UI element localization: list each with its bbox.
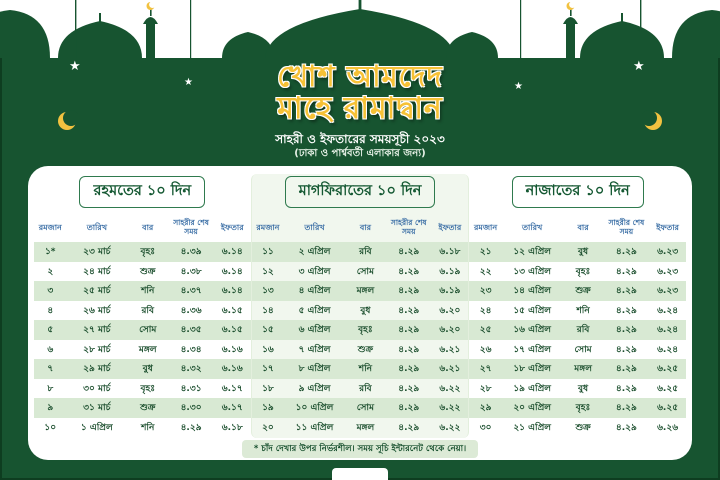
table-cell: ৪.৩৫: [180, 325, 202, 336]
footnote-row: [28, 438, 692, 460]
table-cell: ১১ এপ্রিল: [295, 422, 334, 433]
table-row: [469, 242, 686, 262]
table-cell: রবি: [359, 383, 372, 394]
table-cell: ৬.১৪: [221, 286, 243, 297]
table-cell: বৃহঃ: [140, 383, 155, 394]
table-cell: শনি: [576, 305, 590, 316]
table-body: [34, 242, 251, 437]
table-cell: মঙ্গল: [574, 364, 592, 375]
table-cell: মঙ্গল: [356, 286, 375, 297]
table-cell: ৩০: [479, 422, 492, 433]
table-cell: ১১: [262, 247, 274, 258]
table-cell: ৪.৩৬: [180, 305, 202, 316]
col-header-date: তারিখ: [304, 222, 325, 232]
table-cell: ৪.২৯: [615, 286, 637, 297]
table-cell: ৯: [47, 403, 54, 414]
table-cell: ৬.২৫: [657, 403, 679, 414]
table-cell: ৪.৩১: [180, 383, 202, 394]
table-cell: ১৮: [262, 383, 274, 394]
table-cell: ৬.১৬: [221, 364, 243, 375]
table-row: [252, 242, 469, 262]
schedule-card: [28, 166, 692, 460]
table-row: [469, 301, 686, 321]
poster-subtitle: সাহরী ও ইফতারের সময়সূচী ২০২৩: [275, 132, 445, 146]
table-cell: ৬ এপ্রিল: [298, 325, 331, 336]
table-cell: ৬.১৭: [221, 403, 243, 414]
table-cell: বৃহঃ: [575, 403, 591, 414]
table-row: [34, 398, 251, 418]
table-row: [252, 379, 469, 399]
table-cell: ১২ এপ্রিল: [513, 247, 551, 258]
table-cell: ১৬ এপ্রিল: [513, 325, 551, 336]
table-cell: ৬.১৯: [439, 286, 461, 297]
table-header-row: [469, 212, 686, 242]
table-row: [252, 340, 469, 360]
table-title: রহমতের ১০ দিন: [79, 176, 205, 208]
table-cell: শনি: [141, 286, 155, 297]
table-cell: ৬.২০: [439, 305, 461, 316]
table-cell: ৪: [47, 305, 54, 316]
table-cell: ৪.২৯: [398, 344, 420, 355]
table-cell: ৪.২৯: [615, 325, 637, 336]
table-cell: ৬.২৫: [657, 364, 679, 375]
table-cell: ২৯: [479, 403, 492, 414]
table-cell: ১৪ এপ্রিল: [513, 286, 551, 297]
table-row: [34, 281, 251, 301]
col-header-day: বার: [359, 222, 371, 232]
table-cell: ৬.২৬: [657, 422, 679, 433]
table-cell: শুক্র: [140, 403, 156, 414]
table-cell: ১২: [262, 266, 274, 277]
table-cell: শনি: [358, 364, 373, 375]
table-cell: বৃহঃ: [575, 266, 591, 277]
table-row: [34, 379, 251, 399]
table-cell: ২৬ মার্চ: [83, 305, 111, 316]
table-cell: ৬.২০: [439, 325, 461, 336]
table-row: [252, 281, 469, 301]
col-header-sahri-end: সাহরীর শেষ সময়: [390, 218, 427, 236]
table-cell: ২৫ মার্চ: [83, 286, 111, 297]
table-cell: ২০: [262, 422, 274, 433]
table-cell: ১৯ এপ্রিল: [513, 383, 551, 394]
table-cell: ২ এপ্রিল: [298, 247, 331, 258]
table-maghfirat: [251, 174, 470, 438]
table-row: [469, 281, 686, 301]
table-cell: বুধ: [578, 247, 589, 258]
col-header-ramadan: রমজান: [256, 222, 280, 232]
table-cell: ২৩ মার্চ: [83, 247, 111, 258]
table-row: [252, 262, 469, 282]
table-cell: ২১ এপ্রিল: [513, 422, 551, 433]
table-cell: ৬: [47, 344, 54, 355]
table-body: [252, 242, 469, 437]
table-cell: বুধ: [578, 383, 589, 394]
table-cell: সোম: [356, 266, 375, 277]
table-cell: ৬.১৫: [221, 325, 243, 336]
table-cell: ৪.২৯: [615, 383, 637, 394]
table-cell: ৫: [47, 325, 54, 336]
table-row: [469, 359, 686, 379]
col-header-day: বার: [577, 222, 589, 232]
col-header-date: তারিখ: [86, 222, 107, 232]
table-cell: শুক্র: [140, 266, 156, 277]
table-row: [34, 340, 251, 360]
schedule-columns: [28, 166, 692, 438]
table-cell: ৬.২৪: [657, 344, 679, 355]
table-cell: ৬.২২: [439, 383, 461, 394]
table-cell: ৬.১৪: [221, 247, 243, 258]
table-cell: ২২: [479, 266, 492, 277]
table-cell: ২৭: [479, 364, 492, 375]
table-cell: শুক্র: [357, 344, 374, 355]
table-cell: ৬.২৩: [657, 286, 679, 297]
table-cell: মঙ্গল: [138, 344, 157, 355]
table-cell: ৪.৩২: [180, 364, 202, 375]
col-header-ramadan: রমজান: [474, 222, 498, 232]
table-cell: ৮ এপ্রিল: [298, 364, 331, 375]
table-row: [469, 418, 686, 438]
col-header-ramadan: রমজান: [38, 222, 62, 232]
table-cell: ২৯ মার্চ: [83, 364, 111, 375]
table-header-row: [34, 212, 251, 242]
table-cell: ৪.২৯: [398, 403, 420, 414]
table-cell: ৩১ মার্চ: [83, 403, 111, 414]
table-cell: ৪.২৯: [615, 364, 637, 375]
table-cell: ৬.২৩: [657, 247, 679, 258]
table-row: [34, 418, 251, 438]
star-icon: ★: [633, 59, 645, 74]
table-cell: ৭ এপ্রিল: [298, 344, 331, 355]
table-row: [252, 301, 469, 321]
table-row: [252, 418, 469, 438]
table-cell: রবি: [576, 325, 590, 336]
table-cell: ৪.২৯: [398, 325, 420, 336]
table-cell: ৬.২৫: [657, 383, 679, 394]
table-cell: ৪.২৯: [398, 364, 420, 375]
table-cell: ৩০ মার্চ: [83, 383, 111, 394]
table-cell: ৭: [47, 364, 54, 375]
table-cell: ১৮ এপ্রিল: [513, 364, 551, 375]
table-cell: ২৪ মার্চ: [83, 266, 111, 277]
table-cell: মঙ্গল: [356, 422, 375, 433]
table-cell: ১*: [44, 247, 56, 258]
table-cell: ৪.৩৯: [180, 247, 202, 258]
table-cell: ২৫: [479, 325, 492, 336]
table-rahmat: [34, 174, 251, 438]
table-row: [34, 262, 251, 282]
table-title: নাজাতের ১০ দিন: [512, 176, 644, 208]
table-title: মাগফিরাতের ১০ দিন: [285, 176, 436, 208]
table-row: [34, 359, 251, 379]
table-cell: ৬.২৪: [657, 325, 679, 336]
table-cell: ৪.২৯: [615, 247, 637, 258]
table-cell: রবি: [359, 247, 372, 258]
col-header-sahri-end: সাহরীর শেষ সময়: [608, 218, 645, 236]
table-cell: ৬.২১: [439, 364, 461, 375]
table-cell: ১ এপ্রিল: [80, 422, 113, 433]
poster-header: [0, 60, 720, 161]
table-cell: ৪.৩০: [180, 403, 202, 414]
table-cell: সোম: [574, 344, 592, 355]
poster-title-line1: খোশ আমদেদ: [277, 59, 443, 93]
table-row: [469, 398, 686, 418]
table-cell: ৪.৩৮: [180, 266, 202, 277]
table-cell: ২০ এপ্রিল: [513, 403, 552, 414]
table-row: [34, 320, 251, 340]
table-cell: বুধ: [142, 364, 153, 375]
table-najat: [469, 174, 686, 438]
col-header-date: তারিখ: [522, 222, 543, 232]
table-cell: ১৫: [262, 325, 274, 336]
bottom-badge: [332, 468, 388, 480]
table-cell: শনি: [141, 422, 155, 433]
table-row: [469, 340, 686, 360]
table-cell: ৬.২৩: [657, 266, 679, 277]
table-cell: সোম: [139, 325, 157, 336]
table-cell: ৬.১৪: [221, 266, 243, 277]
table-cell: ১৯: [262, 403, 274, 414]
table-row: [469, 320, 686, 340]
table-cell: ৬.২১: [439, 344, 461, 355]
table-cell: ১৭: [262, 364, 274, 375]
table-row: [469, 262, 686, 282]
table-cell: ৪.২৯: [398, 286, 420, 297]
table-cell: ৬.১৭: [221, 383, 243, 394]
table-cell: ৬.১৬: [221, 344, 243, 355]
table-cell: ৬.২২: [439, 422, 461, 433]
table-cell: বৃহঃ: [358, 325, 373, 336]
col-header-iftar: ইফতার: [220, 222, 244, 232]
table-cell: ৫ এপ্রিল: [298, 305, 331, 316]
table-cell: ৪.২৯: [615, 305, 637, 316]
table-cell: ৪.২৯: [180, 422, 202, 433]
table-row: [252, 320, 469, 340]
table-cell: ৩ এপ্রিল: [298, 266, 331, 277]
table-row: [252, 398, 469, 418]
table-cell: ১৩ এপ্রিল: [513, 266, 551, 277]
table-cell: ৩: [47, 286, 54, 297]
table-cell: ২৭ মার্চ: [83, 325, 111, 336]
table-cell: ১০: [44, 422, 57, 433]
table-cell: ১৫ এপ্রিল: [513, 305, 551, 316]
table-cell: ৪.২৯: [615, 403, 637, 414]
table-row: [34, 242, 251, 262]
table-cell: ১৪: [262, 305, 274, 316]
table-cell: ২: [47, 266, 54, 277]
table-cell: ৪ এপ্রিল: [298, 286, 331, 297]
table-cell: ৪.২৯: [615, 344, 637, 355]
table-cell: ৪.২৯: [398, 422, 420, 433]
table-cell: বৃহঃ: [140, 247, 155, 258]
table-cell: শুক্র: [575, 422, 591, 433]
poster-title-line2: মাহে রামাদ্বান: [277, 91, 443, 126]
table-cell: ২৩: [479, 286, 492, 297]
table-cell: ২৮: [479, 383, 492, 394]
table-cell: ৬.১৫: [221, 305, 243, 316]
table-cell: ২১: [479, 247, 492, 258]
star-icon: ★: [69, 59, 81, 74]
table-cell: ১০ এপ্রিল: [295, 403, 334, 414]
table-cell: ১৬: [262, 344, 274, 355]
star-icon: ★: [514, 81, 523, 92]
table-cell: বুধ: [360, 305, 371, 316]
footnote: * চাঁদ দেখার উপর নির্ভরশীল। সময় সূচি ইন্টারনেট থেকে নেয়া।: [242, 440, 478, 458]
table-cell: ৮: [47, 383, 54, 394]
table-cell: ২৮ মার্চ: [83, 344, 111, 355]
table-row: [252, 359, 469, 379]
table-cell: ৯ এপ্রিল: [298, 383, 331, 394]
table-cell: ৪.২৯: [398, 305, 420, 316]
table-cell: ৪.২৯: [398, 383, 420, 394]
table-header-row: [252, 212, 469, 242]
col-header-iftar: ইফতার: [656, 222, 679, 232]
table-row: [34, 301, 251, 321]
table-cell: ১৩: [262, 286, 274, 297]
poster-subtitle-area: (ঢাকা ও পার্শ্ববর্তী এলাকার জন্য): [294, 148, 426, 159]
star-icon: ★: [184, 77, 193, 88]
table-cell: ৪.২৯: [398, 247, 420, 258]
col-header-sahri-end: সাহরীর শেষ সময়: [173, 218, 209, 236]
table-cell: ৪.৩৭: [180, 286, 202, 297]
col-header-iftar: ইফতার: [438, 222, 462, 232]
table-cell: ৪.২৯: [615, 266, 637, 277]
table-cell: ৬.১৮: [221, 422, 243, 433]
table-body: [469, 242, 686, 437]
table-row: [469, 379, 686, 399]
table-cell: ২৪: [479, 305, 492, 316]
table-cell: ৬.২২: [439, 403, 461, 414]
table-cell: শুক্র: [575, 286, 591, 297]
table-cell: ৪.২৯: [398, 266, 420, 277]
table-cell: ১৭ এপ্রিল: [513, 344, 551, 355]
col-header-day: বার: [142, 222, 154, 232]
table-cell: ২৬: [479, 344, 492, 355]
table-cell: সোম: [356, 403, 375, 414]
table-cell: রবি: [141, 305, 154, 316]
table-cell: ৬.১৮: [439, 247, 461, 258]
table-cell: ৬.২৪: [657, 305, 679, 316]
table-cell: ৪.২৯: [615, 422, 637, 433]
table-cell: ৬.১৯: [439, 266, 461, 277]
table-cell: ৪.৩৪: [180, 344, 202, 355]
